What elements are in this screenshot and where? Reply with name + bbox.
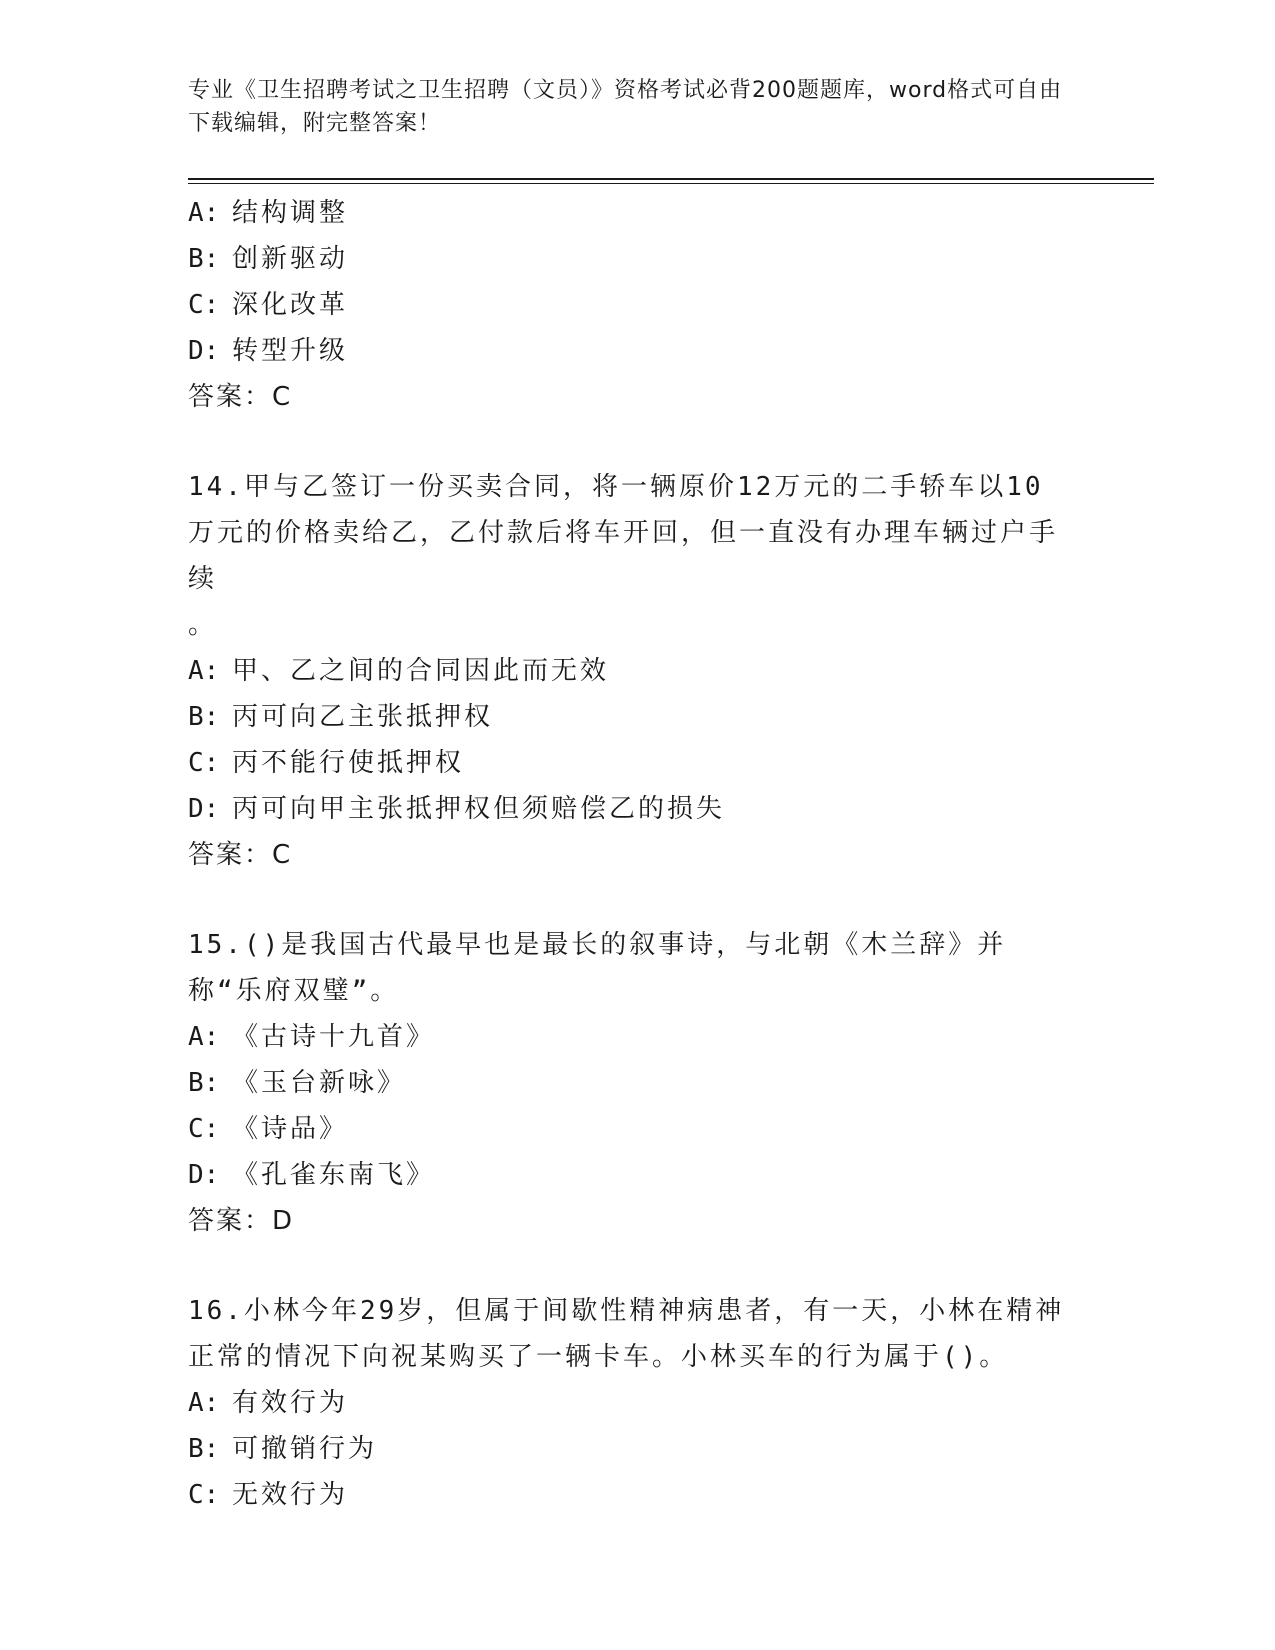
option-c — [188, 282, 1088, 328]
option-text: 丙可向甲主张抵押权但须赔偿乙的损失 — [232, 794, 726, 824]
option-text: 《孔雀东南飞》 — [232, 1160, 436, 1190]
option-b — [188, 694, 1088, 740]
answer-line: 答案：D — [188, 1206, 295, 1236]
header-divider-thin — [188, 183, 1154, 184]
answer-line: 答案：C — [188, 840, 293, 870]
option-label: C: — [188, 290, 220, 320]
option-label: B: — [188, 702, 220, 732]
option-a — [188, 648, 1088, 694]
option-text: 《诗品》 — [232, 1114, 349, 1144]
option-label: B: — [188, 1434, 220, 1464]
option-text: 结构调整 — [232, 198, 349, 228]
option-label: C: — [188, 1114, 220, 1144]
option-text: 《古诗十九首》 — [232, 1022, 436, 1052]
option-label: D: — [188, 1160, 220, 1190]
option-text: 丙可向乙主张抵押权 — [232, 702, 494, 732]
option-text: 《玉台新咏》 — [232, 1068, 407, 1098]
question-stem: 14.甲与乙签订一份买卖合同，将一辆原价12万元的二手轿车以10万元的价格卖给乙，乙付款后将车开回，但一直没有办理车辆过户手续 — [188, 472, 1059, 594]
option-text: 无效行为 — [232, 1480, 349, 1510]
option-text: 甲、乙之间的合同因此而无效 — [232, 656, 610, 686]
answer-line: 答案：C — [188, 382, 293, 412]
option-text: 有效行为 — [232, 1388, 349, 1418]
question-stem: 15.()是我国古代最早也是最长的叙事诗，与北朝《木兰辞》并称“乐府双璧”。 — [188, 930, 1007, 1006]
option-a — [188, 1014, 1088, 1060]
option-a — [188, 190, 1088, 236]
option-c — [188, 1106, 1088, 1152]
option-text: 可撤销行为 — [232, 1434, 378, 1464]
question-15-block — [188, 922, 1088, 1244]
option-label: C: — [188, 748, 220, 778]
option-label: B: — [188, 244, 220, 274]
option-text: 丙不能行使抵押权 — [232, 748, 465, 778]
option-label: A: — [188, 1022, 220, 1052]
question-stem-tail: 。 — [188, 610, 218, 640]
question-list — [188, 190, 1088, 1518]
option-label: A: — [188, 656, 220, 686]
option-label: C: — [188, 1480, 220, 1510]
option-label: B: — [188, 1068, 220, 1098]
option-c — [188, 740, 1088, 786]
option-label: A: — [188, 1388, 220, 1418]
option-label: D: — [188, 794, 220, 824]
document-header: 专业《卫生招聘考试之卫生招聘（文员）》资格考试必背200题题库，word格式可自由下载编辑，附完整答案！ — [188, 78, 1063, 136]
question-stem: 16.小林今年29岁，但属于间歇性精神病患者，有一天，小林在精神正常的情况下向祝某购买了一辆卡车。小林买车的行为属于()。 — [188, 1296, 1065, 1372]
question-13-block — [188, 190, 1088, 420]
option-text: 转型升级 — [232, 336, 349, 366]
option-b — [188, 1060, 1088, 1106]
option-text: 创新驱动 — [232, 244, 349, 274]
option-b — [188, 236, 1088, 282]
option-b — [188, 1426, 1088, 1472]
option-text: 深化改革 — [232, 290, 349, 320]
option-d — [188, 786, 1088, 832]
option-c — [188, 1472, 1088, 1518]
option-d — [188, 1152, 1088, 1198]
option-d — [188, 328, 1088, 374]
question-16-block — [188, 1288, 1088, 1518]
option-a — [188, 1380, 1088, 1426]
header-divider-thick — [188, 178, 1154, 180]
question-14-block — [188, 464, 1088, 878]
option-label: D: — [188, 336, 220, 366]
option-label: A: — [188, 198, 220, 228]
